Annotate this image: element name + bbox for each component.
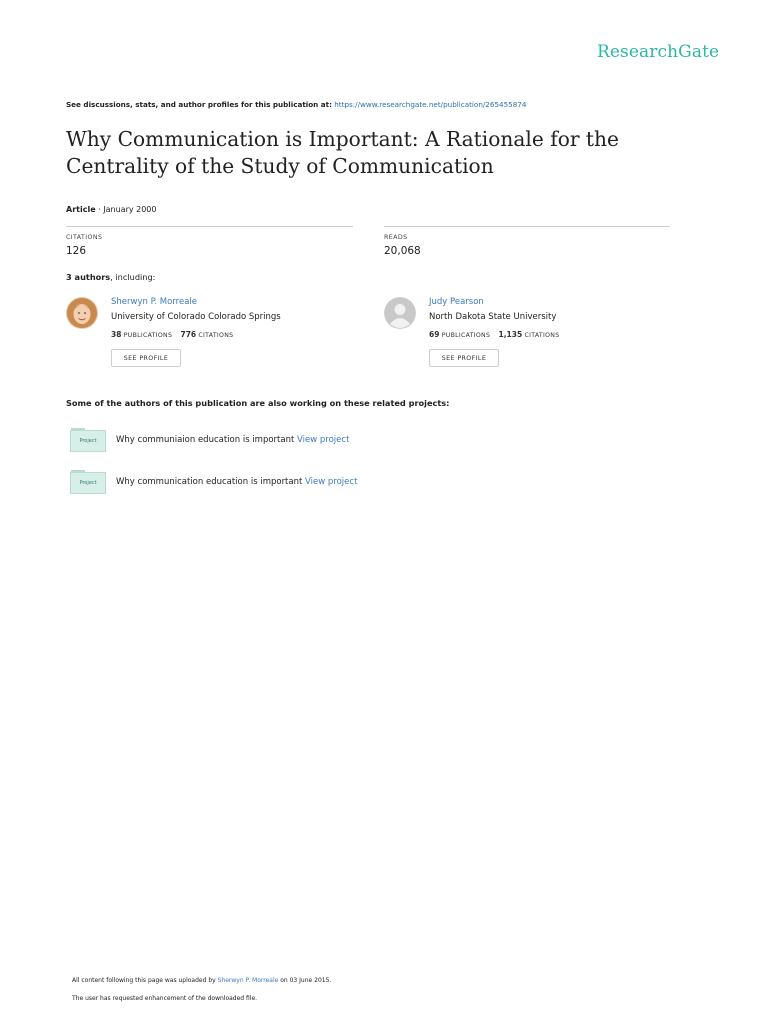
authors-heading (66, 272, 155, 282)
author-stats (429, 330, 559, 339)
publications-count: 38 (111, 330, 122, 339)
publications-label: PUBLICATIONS (441, 332, 491, 339)
citations-count: 776 (180, 330, 197, 339)
discussion-lead: See discussions, stats, and author profiles for this publication at: (66, 100, 332, 109)
authors-count: 3 authors (66, 272, 111, 282)
article-date: · January 2000 (98, 205, 157, 214)
article-type: Article (66, 205, 96, 214)
upload-prefix: All content following this page was uploaded by (72, 977, 216, 984)
project-folder-icon[interactable] (70, 472, 106, 494)
author-institution: North Dakota State University (429, 312, 557, 322)
author-photo-icon (66, 297, 98, 329)
author-citations-label: CITATIONS (198, 332, 234, 339)
project-title: Why communiaion education is important (116, 435, 295, 445)
citations-count: 1,135 (498, 330, 523, 339)
publication-url-link[interactable]: https://www.researchgate.net/publication/265455874 (334, 100, 527, 109)
default-avatar-icon (384, 297, 416, 329)
citations-value: 126 (66, 245, 87, 257)
project-text (116, 477, 357, 487)
publication-title: Why Communication is Important: A Rationale for the Centrality of the Study of Communication (66, 127, 619, 178)
project-thumb-label: Project (79, 438, 97, 444)
author-institution: University of Colorado Colorado Springs (111, 312, 281, 322)
view-project-link[interactable]: View project (297, 435, 350, 445)
author-citations-label: CITATIONS (524, 332, 560, 339)
discussion-line (66, 100, 526, 109)
authors-suffix: , including: (110, 272, 156, 282)
divider-reads (384, 226, 670, 227)
publications-label: PUBLICATIONS (123, 332, 173, 339)
divider-citations (66, 226, 353, 227)
reads-value: 20,068 (384, 245, 421, 257)
reads-label: READS (384, 234, 408, 241)
uploader-link[interactable]: Sherwyn P. Morreale (217, 977, 279, 984)
project-text (116, 435, 349, 445)
author-name-link[interactable]: Judy Pearson (429, 297, 484, 307)
citations-label: CITATIONS (66, 234, 103, 241)
related-projects-heading: Some of the authors of this publication are also working on these related projects: (66, 398, 450, 408)
avatar[interactable] (384, 297, 416, 329)
project-folder-icon[interactable] (70, 430, 106, 452)
researchgate-logo[interactable]: ResearchGate (597, 42, 720, 62)
author-stats (111, 330, 233, 339)
see-profile-button[interactable]: SEE PROFILE (429, 349, 499, 367)
avatar[interactable] (66, 297, 98, 329)
project-thumb-label: Project (79, 480, 97, 486)
enhancement-note: The user has requested enhancement of the downloaded file. (72, 995, 258, 1002)
publications-count: 69 (429, 330, 440, 339)
article-meta (66, 205, 157, 214)
view-project-link[interactable]: View project (305, 477, 358, 487)
see-profile-button[interactable]: SEE PROFILE (111, 349, 181, 367)
author-name-link[interactable]: Sherwyn P. Morreale (111, 297, 198, 307)
upload-note (72, 977, 331, 984)
project-title: Why communication education is important (116, 477, 303, 487)
upload-suffix: on 03 June 2015. (280, 977, 332, 984)
